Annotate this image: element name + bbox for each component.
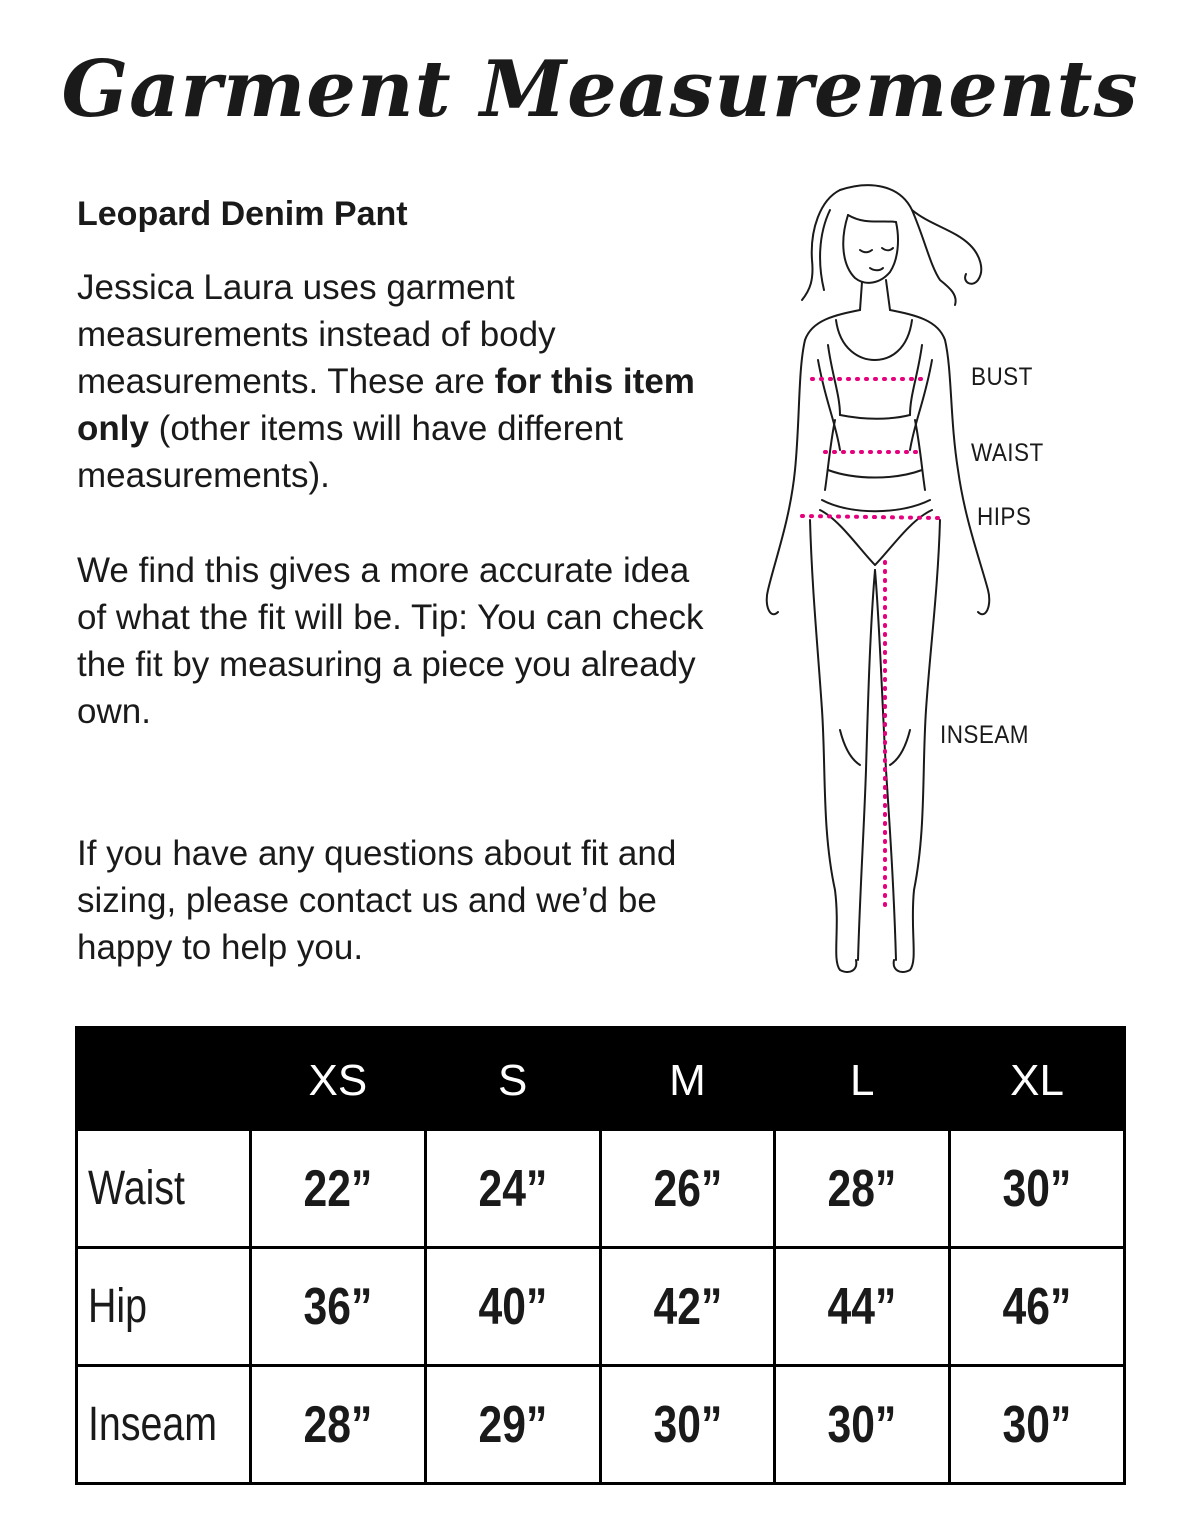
table-cell bbox=[775, 1130, 950, 1248]
size-header-row bbox=[77, 1028, 1125, 1130]
page-title: Garment Measurements bbox=[61, 44, 1139, 135]
fit-note-paragraph: We find this gives a more accurate idea of what the fit will be. Tip: You can check the fit by measuring a piece you already own. bbox=[77, 551, 704, 731]
table-cell bbox=[251, 1366, 426, 1484]
size-chart-table bbox=[75, 1026, 1126, 1485]
header-corner-cell bbox=[77, 1028, 251, 1130]
table-row bbox=[77, 1248, 1125, 1366]
size-header-m: M bbox=[600, 1028, 775, 1130]
row-label-text: Inseam bbox=[88, 1398, 218, 1451]
cell-value: 30” bbox=[1002, 1159, 1072, 1218]
table-row bbox=[77, 1366, 1125, 1484]
intro-text: Jessica Laura uses garment measurements instead of body measurements. These are bbox=[77, 268, 556, 401]
table-cell bbox=[775, 1248, 950, 1366]
row-label-text: Waist bbox=[88, 1162, 185, 1215]
table-cell bbox=[425, 1130, 600, 1248]
table-cell bbox=[251, 1248, 426, 1366]
size-header-s: S bbox=[425, 1028, 600, 1130]
table-cell bbox=[425, 1248, 600, 1366]
table-cell bbox=[600, 1248, 775, 1366]
intro-text-end: (other items will have different measurements). bbox=[77, 409, 623, 495]
cell-value: 26” bbox=[653, 1159, 722, 1218]
cell-value: 30” bbox=[1002, 1395, 1072, 1454]
cell-value: 42” bbox=[653, 1277, 722, 1336]
table-cell bbox=[600, 1130, 775, 1248]
row-label-hip bbox=[77, 1248, 251, 1366]
woman-figure-illustration bbox=[740, 170, 1060, 990]
size-header-xl: XL bbox=[950, 1028, 1125, 1130]
row-label-inseam bbox=[77, 1366, 251, 1484]
cell-value: 22” bbox=[303, 1159, 373, 1218]
size-header-l: L bbox=[775, 1028, 950, 1130]
inseam-label: INSEAM bbox=[940, 721, 1029, 749]
cell-value: 28” bbox=[827, 1159, 897, 1218]
waist-label: WAIST bbox=[971, 439, 1044, 467]
hips-label: HIPS bbox=[977, 503, 1032, 531]
cell-value: 30” bbox=[653, 1395, 722, 1454]
table-cell bbox=[425, 1366, 600, 1484]
row-label-text: Hip bbox=[88, 1280, 148, 1333]
cell-value: 40” bbox=[478, 1277, 548, 1336]
cell-value: 29” bbox=[478, 1395, 548, 1454]
row-label-waist bbox=[77, 1130, 251, 1248]
body-measurement-figure bbox=[740, 170, 1060, 990]
cell-value: 24” bbox=[478, 1159, 548, 1218]
table-cell bbox=[251, 1130, 426, 1248]
table-cell bbox=[950, 1366, 1125, 1484]
intro-emphasis: for this item only bbox=[77, 362, 695, 448]
table-row bbox=[77, 1130, 1125, 1248]
product-name: Leopard Denim Pant bbox=[77, 195, 408, 233]
table-cell bbox=[775, 1366, 950, 1484]
table-cell bbox=[600, 1366, 775, 1484]
cell-value: 46” bbox=[1002, 1277, 1072, 1336]
intro-paragraph bbox=[77, 264, 717, 499]
table-cell bbox=[950, 1130, 1125, 1248]
bust-label: BUST bbox=[971, 363, 1033, 391]
cell-value: 30” bbox=[827, 1395, 897, 1454]
cell-value: 44” bbox=[827, 1277, 897, 1336]
size-header-xs: XS bbox=[251, 1028, 426, 1130]
table-cell bbox=[950, 1248, 1125, 1366]
cell-value: 28” bbox=[303, 1395, 373, 1454]
cell-value: 36” bbox=[303, 1277, 373, 1336]
contact-paragraph: If you have any questions about fit and sizing, please contact us and we’d be happy to help you. bbox=[77, 834, 677, 967]
